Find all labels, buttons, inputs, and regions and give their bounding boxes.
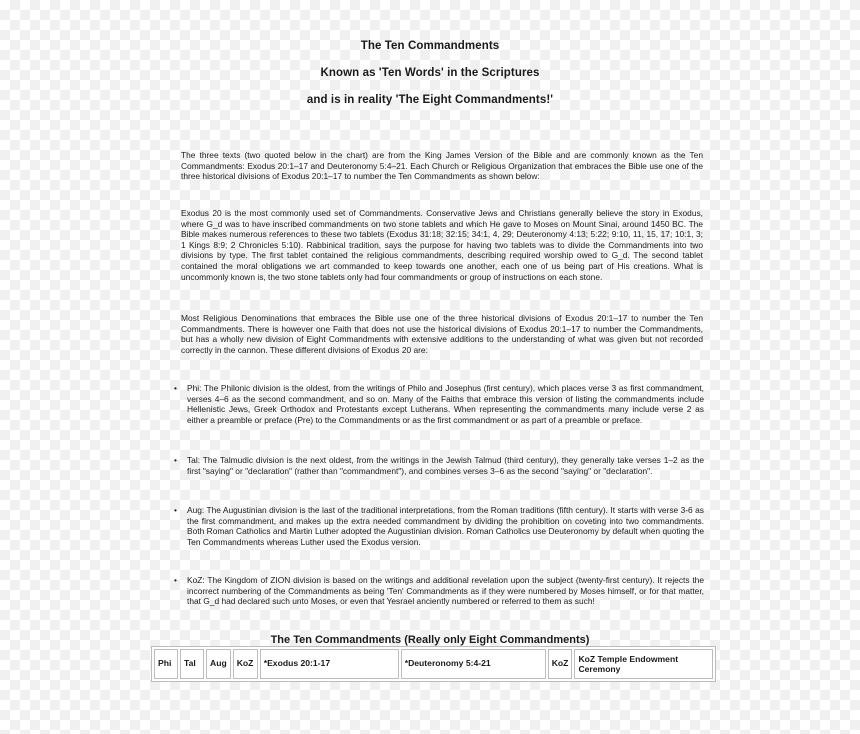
column-header-koz: KoZ	[233, 649, 258, 679]
bullet-icon: •	[174, 383, 177, 393]
list-item-text: Aug: The Augustinian division is the last of the traditional interpretations, from the Roman traditions (fifth century). It starts with verse 3-6 as the first commandment, and makes up the extra needed commandment by dividing the prohibition on coveting into two commandments. Both Roman Catholics and Martin Luther adopted the Augustinian division. Roman Catholics use Deuteronomy by default when quoting the Ten Commandments whereas Luther used the Exodus version.	[187, 505, 704, 547]
column-header-exodus: *Exodus 20:1-17	[260, 649, 399, 679]
intro-paragraph: The three texts (two quoted below in the chart) are from the King James Version of the Bible and are commonly known as the Ten Commandments: Exodus 20:1–17 and Deuteronomy 5:4–21. Each Church or Religious Organization that embraces the Bible use one of the three historical divisions of Exodus 20:1–17 to number the Ten Commandments as shown below:	[181, 150, 703, 182]
subtitle-heading: Known as 'Ten Words' in the Scriptures	[320, 67, 540, 79]
column-header-phi: Phi	[154, 649, 178, 679]
table-header-row	[154, 649, 713, 679]
exodus-paragraph: Exodus 20 is the most commonly used set of Commandments. Conservative Jews and Christians generally believe the story in Exodus, where G_d was to have inscribed commandments on two stone tablets and which He gave to Moses on Mount Sinai, around 1450 BC. The Bible makes numerous references to these two tablets (Exodus 31:18; 32:15; 34:1, 4, 29; Deuteronomy 4:13; 5:22; 9:10, 11, 15, 17; 10:1, 3; 1 Kings 8:9; 2 Chronicles 5:10). Rabbinical tradition, says the purpose for having two tablets was to divide the Commandments into two divisions by type. The first tablet contained the religious commandments, describing required worship owed to G_d. The second tablet contained the moral obligations we art commanded to keep towards one another, each one of us being part of His creations. What is uncommonly known is, the two stone tablets only had four commandments or group of instructions on each stone.	[181, 208, 703, 282]
title-heading: The Ten Commandments	[360, 40, 500, 52]
bullet-icon: •	[174, 505, 177, 515]
commandments-table	[151, 646, 716, 682]
list-item-text: Tal: The Talmudic division is the next oldest, from the writings in the Jewish Talmud (third century), they generally take verses 1–2 as the first "saying" or "declaration" (rather than "commandment"), and combines verses 3–6 as the second "saying" or "declaration".	[187, 455, 704, 476]
column-header-temple-endowment: KoZ Temple Endowment Ceremony	[574, 649, 713, 679]
column-header-aug: Aug	[206, 649, 231, 679]
table-title: The Ten Commandments (Really only Eight Commandments)	[270, 634, 590, 646]
list-item-text: KoZ: The Kingdom of ZION division is based on the writings and additional revelation upon the subject (twenty-first century). It rejects the incorrect numbering of the Commandments as being 'Ten' Commandments as if they were numbered by Moses himself, or for that matter, that G_d had declared such unto Moses, or even that Yesrael anciently numbered or referred to them as such!	[187, 575, 704, 607]
column-header-tal: Tal	[180, 649, 204, 679]
denominations-paragraph: Most Religious Denominations that embraces the Bible use one of the three historical divisions of Exodus 20:1–17 to number the Ten Commandments. There is however one Faith that does not use the historical divisions of Exodus 20:1–17 to number the Commandments, but has a wholly new division of Eight Commandments with extensive additions to the understanding of what was given but not recorded correctly in the cannon. These different divisions of Exodus 20 are:	[181, 313, 703, 355]
list-item-text: Phi: The Philonic division is the oldest, from the writings of Philo and Josephus (first century), which places verse 3 as first commandment, verses 4–6 as the second commandment, and so on. Many of the Faiths that embrace this version of listing the commandments include Hellenistic Jews, Greek Orthodox and Protestants except Lutherans. When representing the commandments many include verse 2 as either a preamble or preface (Pre) to the Commandments or as the first commandment or as part of a preamble or preface.	[187, 383, 704, 425]
bullet-icon: •	[174, 575, 177, 585]
column-header-koz-2: KoZ	[548, 649, 573, 679]
subtitle-heading-2: and is in reality 'The Eight Commandments!'	[306, 94, 554, 106]
column-header-deuteronomy: *Deuteronomy 5:4-21	[401, 649, 546, 679]
bullet-icon: •	[174, 455, 177, 465]
